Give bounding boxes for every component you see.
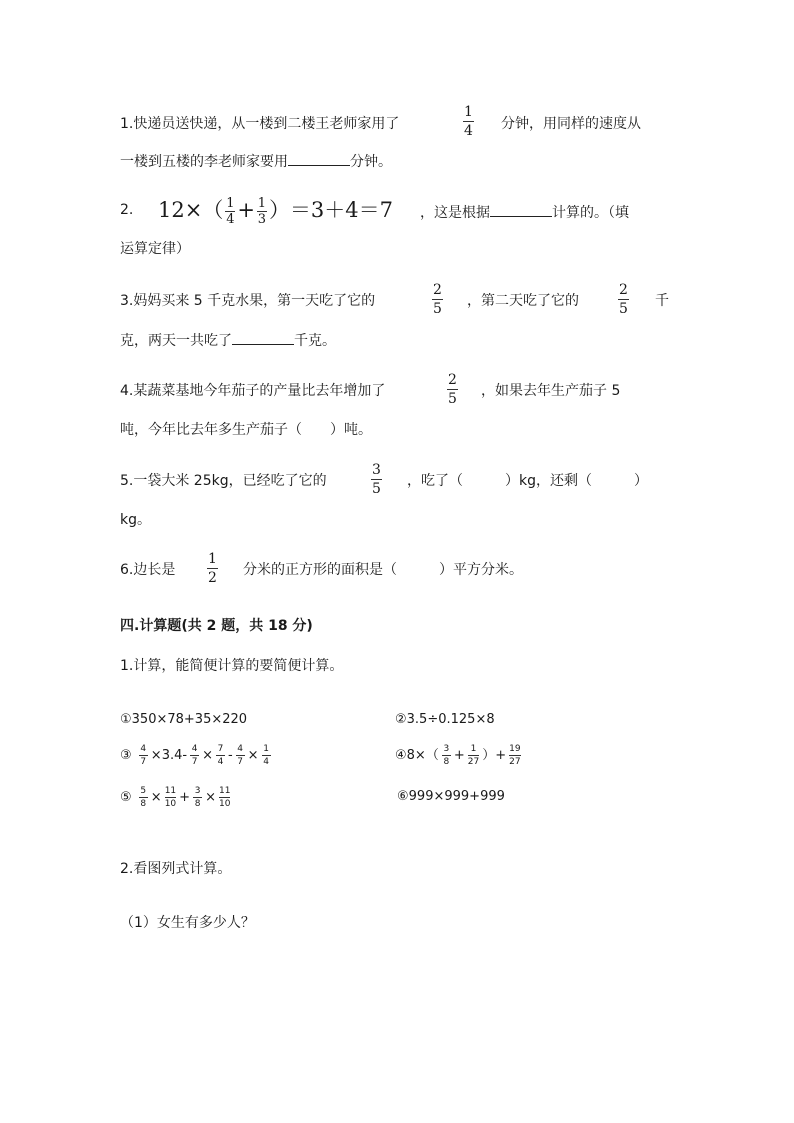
q5-line1-a: 5.一袋大米 25kg，已经吃了它的 bbox=[120, 473, 327, 489]
q2-frac-1 bbox=[225, 197, 235, 226]
calc-item-1: ①350×78+35×220 bbox=[120, 712, 248, 727]
q3-fraction-2 bbox=[618, 282, 629, 317]
q2-line2: 运算定律） bbox=[120, 241, 190, 257]
q2-f1-num: 1 bbox=[226, 196, 235, 211]
q6-line1-b: 分米的正方形的面积是（ ）平方分米。 bbox=[243, 562, 523, 578]
q6-f-num: 1 bbox=[208, 551, 217, 567]
calc-4-frac-b: $\frac{1}{27}$ bbox=[467, 744, 480, 767]
q1-fraction bbox=[463, 104, 474, 139]
calc-item-5: ⑤ $\frac{5}{8}$ × $\frac{11}{10}$ + $\frac{3}{8}$ × $\frac{11}{10}$ bbox=[120, 786, 231, 809]
q6-f-den: 2 bbox=[208, 570, 217, 586]
calc-3-frac-d: $\frac{4}{7}$ bbox=[237, 744, 244, 767]
q1-frac-num: 1 bbox=[464, 104, 473, 120]
q4-line2: 吨，今年比去年多生产茄子（ ）吨。 bbox=[120, 422, 372, 438]
q2-expr-a: 12×（ bbox=[158, 198, 224, 222]
q3-f1-den: 5 bbox=[433, 301, 442, 317]
calc-4-frac-c: $\frac{19}{27}$ bbox=[509, 744, 521, 767]
q2-f2-num: 1 bbox=[257, 196, 267, 211]
q3-line2 bbox=[120, 330, 336, 350]
q3-line2-a: 克，两天一共吃了 bbox=[120, 333, 232, 349]
q2-f1-den: 4 bbox=[226, 212, 235, 227]
calc-5-frac-b: $\frac{11}{10}$ bbox=[164, 786, 177, 809]
picture-problem-title: 2.看图列式计算。 bbox=[120, 861, 232, 877]
q3-f1-num: 2 bbox=[433, 282, 442, 298]
calc-5-label: ⑤ bbox=[120, 790, 132, 805]
calc-5-frac-d: $\frac{11}{10}$ bbox=[218, 786, 231, 809]
calc-item-2: ②3.5÷0.125×8 bbox=[395, 712, 495, 727]
q1-line2-b: 分钟。 bbox=[350, 154, 392, 170]
q4-line1-b: ，如果去年生产茄子 5 bbox=[481, 383, 621, 399]
q4-line1-a: 4.某蔬菜基地今年茄子的产量比去年增加了 bbox=[120, 383, 386, 399]
q4-f-den: 5 bbox=[448, 391, 457, 407]
calc-3-frac-e: $\frac{1}{4}$ bbox=[263, 744, 269, 767]
calc-item-4: ④8×（ $\frac{3}{8}$ + $\frac{1}{27}$ ）+ $\frac{19}{27}$ bbox=[395, 744, 521, 767]
q5-line2: kg。 bbox=[120, 512, 151, 528]
q3-f2-den: 5 bbox=[619, 301, 628, 317]
q5-fraction bbox=[371, 462, 382, 497]
q2-text bbox=[420, 202, 629, 222]
q1-line1-b: 分钟，用同样的速度从 bbox=[501, 116, 641, 132]
q3-f2-num: 2 bbox=[619, 282, 628, 298]
q5-f-num: 3 bbox=[372, 462, 381, 478]
q2-text-a: ，这是根据 bbox=[420, 205, 490, 221]
q1-frac-den: 4 bbox=[464, 123, 473, 139]
q2-number: 2. bbox=[120, 202, 134, 218]
q3-answer-blank[interactable] bbox=[232, 332, 294, 345]
q2-frac-2 bbox=[257, 197, 267, 226]
q2-text-b: 计算的。（填 bbox=[552, 205, 629, 221]
q2-plus: + bbox=[237, 198, 255, 222]
q3-line1-a: 3.妈妈买来 5 千克水果，第一天吃了它的 bbox=[120, 293, 376, 309]
calc-3-frac-a: $\frac{4}{7}$ bbox=[140, 744, 147, 767]
calc-5-frac-c: $\frac{3}{8}$ bbox=[194, 786, 201, 809]
q6-line1-a: 6.边长是 bbox=[120, 562, 176, 578]
calc-4-frac-a: $\frac{3}{8}$ bbox=[443, 744, 450, 767]
q3-line2-b: 千克。 bbox=[294, 333, 336, 349]
q2-expr-b: ）＝3＋4＝7 bbox=[268, 198, 394, 222]
q6-fraction bbox=[207, 551, 218, 586]
q1-line2-a: 一楼到五楼的李老师家要用 bbox=[120, 154, 288, 170]
calc-item-3: ③ $\frac{4}{7}$ ×3.4- $\frac{4}{7}$ × $\frac{7}{4}$ - $\frac{4}{7}$ × $\frac{1}{4}$ bbox=[120, 744, 269, 767]
calc-3-frac-c: $\frac{7}{4}$ bbox=[217, 744, 224, 767]
picture-problem-sub-1: （1）女生有多少人？ bbox=[120, 915, 255, 931]
q3-line1-c: 千 bbox=[655, 293, 669, 309]
q1-line1-a: 1.快递员送快递，从一楼到二楼王老师家用了 bbox=[120, 116, 400, 132]
calc-item-6: ⑥999×999+999 bbox=[397, 789, 505, 804]
q4-fraction bbox=[447, 372, 458, 407]
calc-4-label: ④8×（ bbox=[395, 748, 439, 763]
q3-fraction-1 bbox=[432, 282, 443, 317]
calc-3-label: ③ bbox=[120, 748, 132, 763]
calc-5-frac-a: $\frac{5}{8}$ bbox=[140, 786, 147, 809]
q2-f2-den: 3 bbox=[257, 212, 267, 227]
q5-line1-b: ，吃了（ ）kg，还剩（ ） bbox=[407, 473, 648, 489]
calc-3-frac-b: $\frac{4}{7}$ bbox=[191, 744, 198, 767]
q1-answer-blank[interactable] bbox=[288, 153, 350, 166]
q2-answer-blank[interactable] bbox=[490, 204, 552, 217]
q4-f-num: 2 bbox=[448, 372, 457, 388]
q5-f-den: 5 bbox=[372, 481, 381, 497]
q3-line1-b: ，第二天吃了它的 bbox=[467, 293, 579, 309]
q2-expression bbox=[158, 194, 393, 226]
section-4-title: 四.计算题(共 2 题，共 18 分) bbox=[120, 618, 313, 634]
q1-line2 bbox=[120, 151, 392, 171]
calc-instruction: 1.计算，能简便计算的要简便计算。 bbox=[120, 658, 344, 674]
